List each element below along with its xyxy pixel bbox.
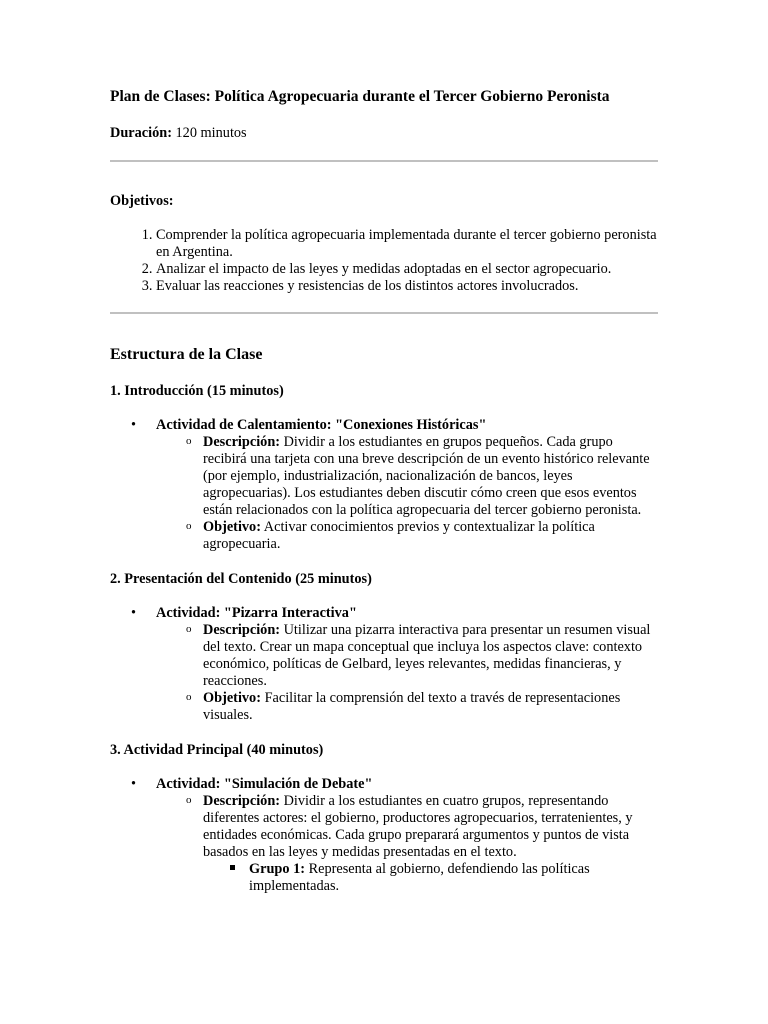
description-label: Descripción: — [203, 793, 281, 809]
square-bullet-icon — [230, 865, 235, 870]
objective-item: 2. Analizar el impacto de las leyes y medidas adoptadas en el sector agropecuario. — [156, 261, 658, 278]
circle-bullet-icon: o — [186, 794, 192, 806]
objective-text: Facilitar la comprensión del texto a través de representaciones visuales. — [203, 690, 621, 723]
activity-item — [110, 605, 658, 622]
duration-line — [110, 125, 658, 142]
structure-heading: Estructura de la Clase — [110, 346, 263, 363]
divider — [110, 312, 658, 314]
group-item — [110, 861, 658, 895]
activity-title: Actividad: "Simulación de Debate" — [156, 776, 373, 792]
objective-item: 3. Evaluar las reacciones y resistencias de los distintos actores involucrados. — [156, 278, 658, 295]
group-text: Representa al gobierno, defendiendo las políticas implementadas. — [249, 861, 590, 894]
activity-item — [110, 776, 658, 793]
circle-bullet-icon: o — [186, 691, 192, 703]
description-item — [110, 622, 658, 690]
description-label: Descripción: — [203, 434, 281, 450]
objective-label: Objetivo: — [203, 690, 261, 706]
objectives-list — [110, 227, 658, 295]
page-title: Plan de Clases: Política Agropecuaria durante el Tercer Gobierno Peronista — [110, 88, 610, 105]
description-item — [110, 793, 658, 861]
bullet-icon: • — [131, 605, 137, 621]
circle-bullet-icon: o — [186, 623, 192, 635]
activity-title: Actividad de Calentamiento: "Conexiones Históricas" — [156, 417, 487, 433]
activity-block — [110, 605, 658, 724]
activity-block — [110, 417, 658, 553]
activity-item — [110, 417, 658, 434]
objective-item — [110, 519, 658, 553]
bullet-icon: • — [131, 417, 137, 433]
objective-label: Objetivo: — [203, 519, 261, 535]
duration-value: 120 minutos — [175, 125, 247, 141]
section-title: 3. Actividad Principal (40 minutos) — [110, 742, 324, 758]
objective-item — [110, 690, 658, 724]
section-title: 1. Introducción (15 minutos) — [110, 383, 284, 399]
activity-block — [110, 776, 658, 895]
document-page — [110, 87, 658, 895]
circle-bullet-icon: o — [186, 435, 192, 447]
activity-title: Actividad: "Pizarra Interactiva" — [156, 605, 357, 621]
divider — [110, 160, 658, 162]
description-text: Utilizar una pizarra interactiva para presentar un resumen visual del texto. Crear un mapa conceptual que incluya los aspectos clave: contexto económico, políticas de Gelbard, leyes relevantes, medidas financieras, y reacciones. — [203, 622, 651, 689]
objective-item: 1. Comprender la política agropecuaria implementada durante el tercer gobierno peronista en Argentina. — [156, 227, 658, 261]
group-label: Grupo 1: — [249, 861, 306, 877]
description-item — [110, 434, 658, 519]
description-text: Dividir a los estudiantes en grupos pequeños. Cada grupo recibirá una tarjeta con una breve descripción de un evento histórico relevante (por ejemplo, industrialización, nacionalización de bancos, leyes agropecuarias). Los estudiantes deben discutir cómo creen que esos eventos están relacionados con la política agropecuaria del tercer gobierno peronista. — [203, 434, 650, 518]
description-label: Descripción: — [203, 622, 281, 638]
description-text: Dividir a los estudiantes en cuatro grupos, representando diferentes actores: el gobierno, productores agropecuarios, terratenientes, y entidades económicas. Cada grupo preparará argumentos y puntos de vista basados en las leyes y medidas presentadas en el texto. — [203, 793, 633, 860]
section-title: 2. Presentación del Contenido (25 minutos) — [110, 571, 372, 587]
objective-text: Activar conocimientos previos y contextualizar la política agropecuaria. — [203, 519, 595, 552]
circle-bullet-icon: o — [186, 520, 192, 532]
bullet-icon: • — [131, 776, 137, 792]
objectives-label: Objetivos: — [110, 193, 174, 209]
duration-label: Duración: — [110, 125, 172, 141]
